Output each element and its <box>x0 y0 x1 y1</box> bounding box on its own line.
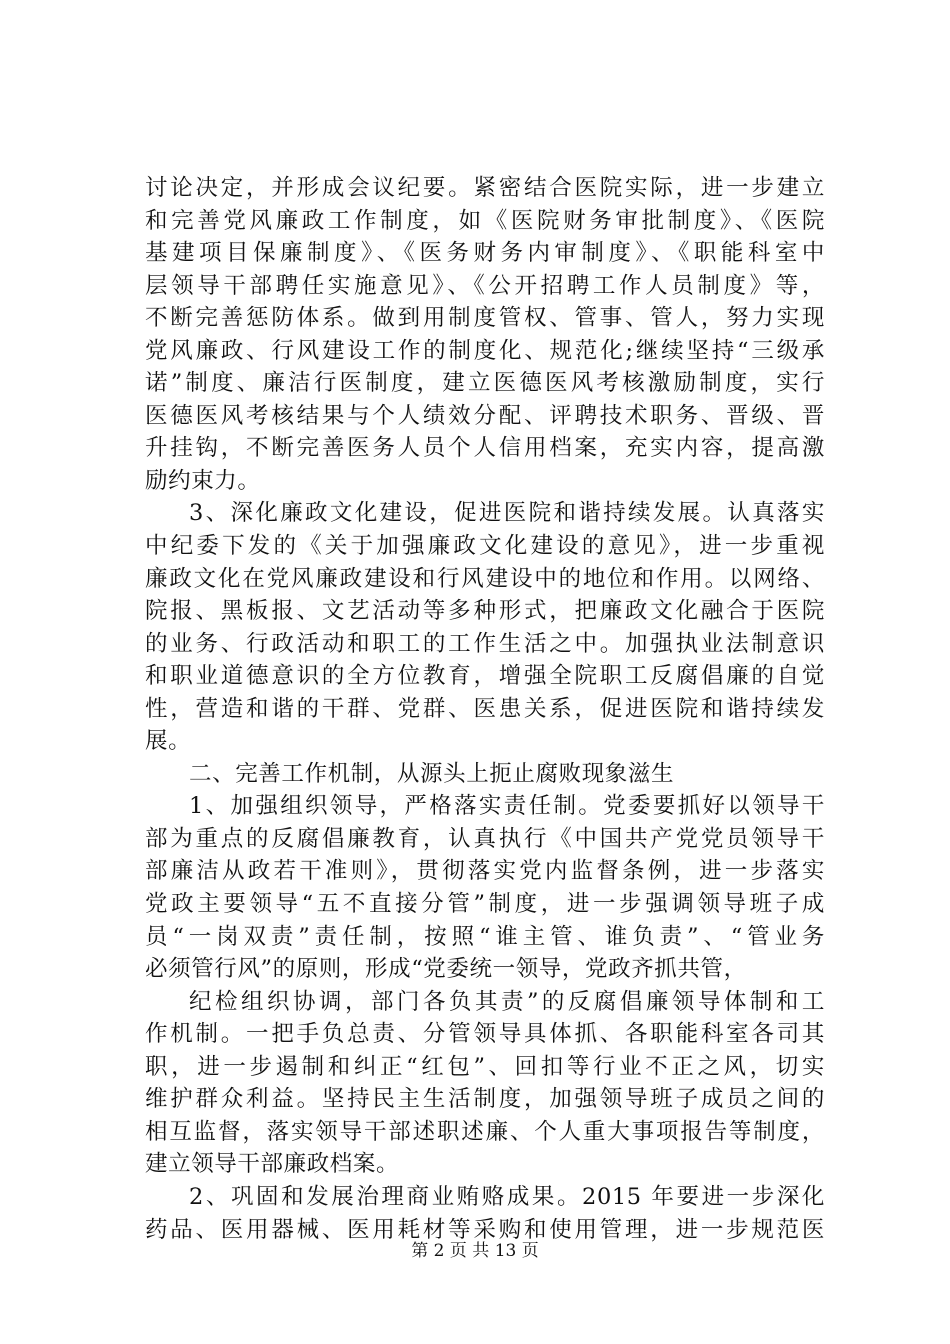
text-line: 层领导干部聘任实施意见》、《公开招聘工作人员制度》等， <box>145 272 825 299</box>
text-line: 党政主要领导“五不直接分管”制度，进一步强调领导班子成 <box>145 891 825 918</box>
text-line: 2、巩固和发展治理商业贿赂成果。2015 年要进一步深化 <box>189 1183 825 1210</box>
text-line: 党风廉政、行风建设工作的制度化、规范化;继续坚持“三级承 <box>145 337 825 364</box>
text-line: 职，进一步遏制和纠正“红包”、回扣等行业不正之风，切实 <box>145 1053 825 1080</box>
text-line: 廉政文化在党风廉政建设和行风建设中的地位和作用。以网络、 <box>145 565 825 592</box>
text-line: 3、深化廉政文化建设，促进医院和谐持续发展。认真落实 <box>189 500 825 527</box>
page-footer: 第 2 页 共 13 页 <box>411 1241 539 1261</box>
text-line: 纪检组织协调，部门各负其责”的反腐倡廉领导体制和工 <box>189 988 825 1015</box>
text-line: 作机制。一把手负总责、分管领导具体抓、各职能科室各司其 <box>145 1021 825 1048</box>
text-line: 和职业道德意识的全方位教育，增强全院职工反腐倡廉的自觉 <box>145 663 825 690</box>
text-line: 必须管行风”的原则，形成“党委统一领导，党政齐抓共管， <box>145 956 747 983</box>
text-line: 励约束力。 <box>145 467 261 494</box>
text-line: 维护群众利益。坚持民主生活制度，加强领导班子成员之间的 <box>145 1086 825 1113</box>
text-line: 员“一岗双责”责任制，按照“谁主管、谁负责”、“管业务 <box>145 923 825 950</box>
text-line: 院报、黑板报、文艺活动等多种形式，把廉政文化融合于医院 <box>145 598 825 625</box>
text-line: 不断完善惩防体系。做到用制度管权、管事、管人，努力实现 <box>145 305 825 332</box>
text-line: 诺”制度、廉洁行医制度，建立医德医风考核激励制度，实行 <box>145 370 825 397</box>
text-line: 医德医风考核结果与个人绩效分配、评聘技术职务、晋级、晋 <box>145 402 825 429</box>
text-line: 建立领导干部廉政档案。 <box>145 1151 400 1178</box>
text-line: 的业务、行政活动和职工的工作生活之中。加强执业法制意识 <box>145 630 825 657</box>
text-line: 性，营造和谐的干群、党群、医患关系，促进医院和谐持续发 <box>145 695 825 722</box>
text-line: 展。 <box>145 728 192 755</box>
text-line: 部为重点的反腐倡廉教育，认真执行《中国共产党党员领导干 <box>145 825 825 852</box>
text-line: 药品、医用器械、医用耗材等采购和使用管理，进一步规范医 <box>145 1216 825 1243</box>
text-line: 和完善党风廉政工作制度，如《医院财务审批制度》、《医院 <box>145 207 825 234</box>
text-line: 二、完善工作机制，从源头上扼止腐败现象滋生 <box>189 760 675 787</box>
text-line: 中纪委下发的《关于加强廉政文化建设的意见》，进一步重视 <box>145 533 825 560</box>
text-line: 1、加强组织领导，严格落实责任制。党委要抓好以领导干 <box>189 793 825 820</box>
text-line: 基建项目保廉制度》、《医务财务内审制度》、《职能科室中 <box>145 240 825 267</box>
text-line: 部廉洁从政若干准则》，贯彻落实党内监督条例，进一步落实 <box>145 858 825 885</box>
text-line: 升挂钩，不断完善医务人员个人信用档案，充实内容，提高激 <box>145 435 825 462</box>
text-line: 相互监督，落实领导干部述职述廉、个人重大事项报告等制度， <box>145 1118 825 1145</box>
text-line: 讨论决定，并形成会议纪要。紧密结合医院实际，进一步建立 <box>145 175 825 201</box>
document-body <box>145 172 825 1246</box>
